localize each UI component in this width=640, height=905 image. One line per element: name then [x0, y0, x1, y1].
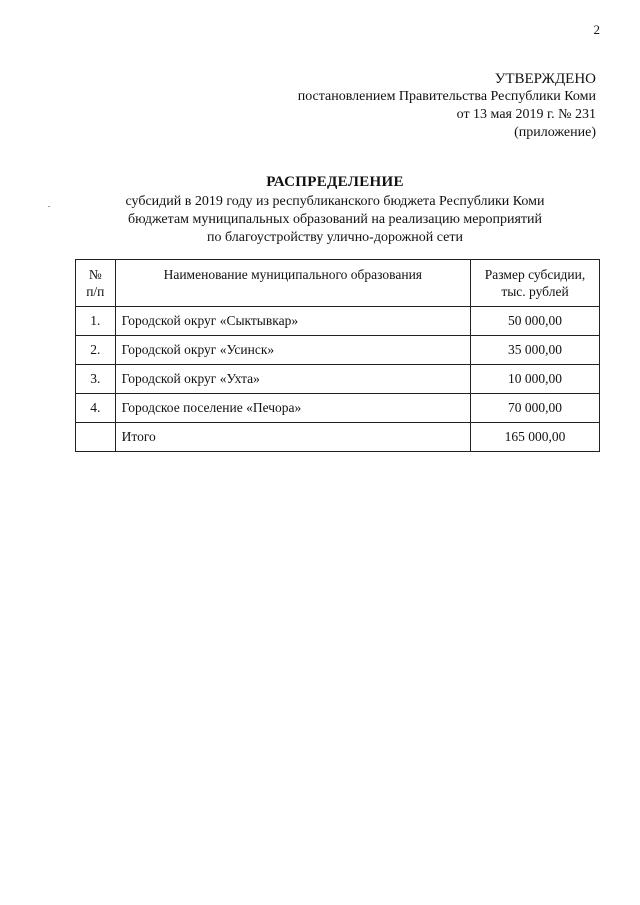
- header-number: [76, 260, 116, 307]
- row-amount: 10 000,00: [471, 365, 600, 394]
- total-number: [76, 423, 116, 452]
- approval-line-2: от 13 мая 2019 г. № 231: [456, 107, 596, 122]
- title-line-2: бюджетам муниципальных образований на реализацию мероприятий: [127, 212, 543, 227]
- row-name: Городской округ «Усинск»: [115, 336, 470, 365]
- table-row: [76, 307, 600, 336]
- approval-heading: УТВЕРЖДЕНО: [494, 71, 596, 87]
- title-line-1: субсидий в 2019 году из республиканского бюджета Республики Коми: [125, 194, 545, 209]
- row-number: 3.: [76, 365, 116, 394]
- header-amount-line-2: тыс. рублей: [501, 284, 569, 299]
- row-name: Городское поселение «Печора»: [115, 394, 470, 423]
- total-label: Итого: [115, 423, 470, 452]
- table-header: [76, 260, 600, 307]
- row-amount: 50 000,00: [471, 307, 600, 336]
- page-number: 2: [593, 22, 600, 37]
- table-row: [76, 336, 600, 365]
- header-amount: [471, 260, 600, 307]
- header-amount-line-1: Размер субсидии,: [484, 267, 586, 282]
- header-name: Наименование муниципального образования: [115, 260, 470, 307]
- approval-line-1: постановлением Правительства Республики Коми: [297, 89, 596, 104]
- row-number: 1.: [76, 307, 116, 336]
- approval-block: [236, 70, 596, 142]
- document-title: [40, 173, 630, 247]
- table-row: [76, 394, 600, 423]
- total-amount: 165 000,00: [471, 423, 600, 452]
- table-row: [76, 365, 600, 394]
- total-row: [76, 423, 600, 452]
- header-number-line-2: п/п: [86, 284, 105, 299]
- row-number: 2.: [76, 336, 116, 365]
- row-amount: 70 000,00: [471, 394, 600, 423]
- header-number-line-1: №: [88, 267, 102, 282]
- header-row: [76, 260, 600, 307]
- title-line-3: по благоустройству улично-дорожной сети: [207, 230, 463, 245]
- row-name: Городской округ «Сыктывкар»: [115, 307, 470, 336]
- title-heading: РАСПРЕДЕЛЕНИЕ: [266, 174, 404, 190]
- approval-line-3: (приложение): [514, 125, 596, 140]
- subsidy-table: [75, 259, 600, 452]
- row-name: Городской округ «Ухта»: [115, 365, 470, 394]
- row-number: 4.: [76, 394, 116, 423]
- row-amount: 35 000,00: [471, 336, 600, 365]
- table-body: [76, 307, 600, 452]
